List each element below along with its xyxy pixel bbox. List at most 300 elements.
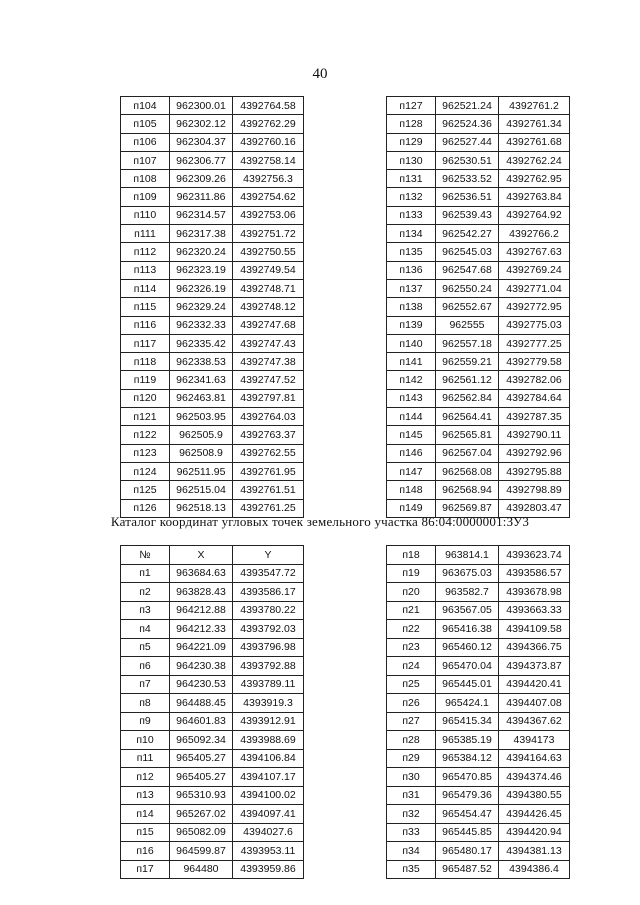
point-id-cell: п4 bbox=[121, 620, 170, 639]
point-id-cell: п134 bbox=[387, 225, 436, 243]
point-id-cell: п123 bbox=[121, 444, 170, 462]
point-id-cell: п27 bbox=[387, 712, 436, 731]
point-id-cell: п19 bbox=[387, 564, 436, 583]
table-row bbox=[387, 408, 570, 426]
x-coordinate-cell: 962329.24 bbox=[170, 298, 233, 316]
x-coordinate-cell: 965470.04 bbox=[436, 657, 499, 676]
table-row bbox=[387, 462, 570, 480]
point-id-cell: п12 bbox=[121, 768, 170, 787]
header-x: X bbox=[170, 546, 233, 565]
point-id-cell: п23 bbox=[387, 638, 436, 657]
x-coordinate-cell: 962562.84 bbox=[436, 389, 499, 407]
y-coordinate-cell: 4394367.62 bbox=[499, 712, 570, 731]
x-coordinate-cell: 962561.12 bbox=[436, 371, 499, 389]
x-coordinate-cell: 962557.18 bbox=[436, 334, 499, 352]
point-id-cell: п14 bbox=[121, 805, 170, 824]
table-row bbox=[387, 638, 570, 657]
y-coordinate-cell: 4393780.22 bbox=[233, 601, 304, 620]
table-row bbox=[121, 298, 304, 316]
y-coordinate-cell: 4392749.54 bbox=[233, 261, 304, 279]
point-id-cell: п31 bbox=[387, 786, 436, 805]
point-id-cell: п5 bbox=[121, 638, 170, 657]
x-coordinate-cell: 965082.09 bbox=[170, 823, 233, 842]
table-row bbox=[387, 170, 570, 188]
point-id-cell: п7 bbox=[121, 675, 170, 694]
x-coordinate-cell: 964221.09 bbox=[170, 638, 233, 657]
point-id-cell: п144 bbox=[387, 408, 436, 426]
point-id-cell: п130 bbox=[387, 151, 436, 169]
y-coordinate-cell: 4392747.68 bbox=[233, 316, 304, 334]
table-row bbox=[121, 823, 304, 842]
y-coordinate-cell: 4394027.6 bbox=[233, 823, 304, 842]
point-id-cell: п114 bbox=[121, 279, 170, 297]
table-row bbox=[121, 316, 304, 334]
point-id-cell: п133 bbox=[387, 206, 436, 224]
table-row bbox=[387, 805, 570, 824]
table-row bbox=[121, 188, 304, 206]
y-coordinate-cell: 4392761.68 bbox=[499, 133, 570, 151]
table-row bbox=[387, 279, 570, 297]
y-coordinate-cell: 4393678.98 bbox=[499, 583, 570, 602]
y-coordinate-cell: 4394100.02 bbox=[233, 786, 304, 805]
table-row bbox=[121, 444, 304, 462]
x-coordinate-cell: 964599.87 bbox=[170, 842, 233, 861]
table-row bbox=[387, 546, 570, 565]
y-coordinate-cell: 4392748.71 bbox=[233, 279, 304, 297]
point-id-cell: п136 bbox=[387, 261, 436, 279]
y-coordinate-cell: 4394386.4 bbox=[499, 860, 570, 879]
point-id-cell: п33 bbox=[387, 823, 436, 842]
x-coordinate-cell: 962508.9 bbox=[170, 444, 233, 462]
y-coordinate-cell: 4392784.64 bbox=[499, 389, 570, 407]
table-row bbox=[121, 564, 304, 583]
point-id-cell: п139 bbox=[387, 316, 436, 334]
y-coordinate-cell: 4394381.13 bbox=[499, 842, 570, 861]
coordinates-table-1 bbox=[120, 96, 304, 518]
x-coordinate-cell: 964488.45 bbox=[170, 694, 233, 713]
y-coordinate-cell: 4394420.41 bbox=[499, 675, 570, 694]
x-coordinate-cell: 965424.1 bbox=[436, 694, 499, 713]
table-row bbox=[387, 823, 570, 842]
table-row bbox=[121, 675, 304, 694]
y-coordinate-cell: 4393547.72 bbox=[233, 564, 304, 583]
x-coordinate-cell: 962338.53 bbox=[170, 353, 233, 371]
x-coordinate-cell: 962515.04 bbox=[170, 481, 233, 499]
x-coordinate-cell: 962539.43 bbox=[436, 206, 499, 224]
x-coordinate-cell: 963828.43 bbox=[170, 583, 233, 602]
x-coordinate-cell: 962559.21 bbox=[436, 353, 499, 371]
y-coordinate-cell: 4392748.12 bbox=[233, 298, 304, 316]
point-id-cell: п109 bbox=[121, 188, 170, 206]
table-row bbox=[387, 133, 570, 151]
x-coordinate-cell: 965384.12 bbox=[436, 749, 499, 768]
x-coordinate-cell: 962524.36 bbox=[436, 115, 499, 133]
x-coordinate-cell: 962552.67 bbox=[436, 298, 499, 316]
y-coordinate-cell: 4394380.55 bbox=[499, 786, 570, 805]
table-row bbox=[387, 188, 570, 206]
header-number: № bbox=[121, 546, 170, 565]
point-id-cell: п119 bbox=[121, 371, 170, 389]
point-id-cell: п3 bbox=[121, 601, 170, 620]
table-row bbox=[121, 768, 304, 787]
y-coordinate-cell: 4393953.11 bbox=[233, 842, 304, 861]
table-row bbox=[121, 261, 304, 279]
table-row bbox=[387, 768, 570, 787]
x-coordinate-cell: 962547.68 bbox=[436, 261, 499, 279]
table-row bbox=[387, 481, 570, 499]
x-coordinate-cell: 962335.42 bbox=[170, 334, 233, 352]
x-coordinate-cell: 964212.33 bbox=[170, 620, 233, 639]
x-coordinate-cell: 965487.52 bbox=[436, 860, 499, 879]
y-coordinate-cell: 4392771.04 bbox=[499, 279, 570, 297]
x-coordinate-cell: 962304.37 bbox=[170, 133, 233, 151]
header-y: Y bbox=[233, 546, 304, 565]
y-coordinate-cell: 4394366.75 bbox=[499, 638, 570, 657]
point-id-cell: п16 bbox=[121, 842, 170, 861]
x-coordinate-cell: 962518.13 bbox=[170, 499, 233, 517]
y-coordinate-cell: 4393663.33 bbox=[499, 601, 570, 620]
point-id-cell: п147 bbox=[387, 462, 436, 480]
point-id-cell: п127 bbox=[387, 97, 436, 115]
table-row bbox=[387, 151, 570, 169]
x-coordinate-cell: 962306.77 bbox=[170, 151, 233, 169]
point-id-cell: п26 bbox=[387, 694, 436, 713]
point-id-cell: п110 bbox=[121, 206, 170, 224]
y-coordinate-cell: 4394109.58 bbox=[499, 620, 570, 639]
x-coordinate-cell: 962564.41 bbox=[436, 408, 499, 426]
x-coordinate-cell: 962565.81 bbox=[436, 426, 499, 444]
table-row bbox=[387, 583, 570, 602]
x-coordinate-cell: 965460.12 bbox=[436, 638, 499, 657]
point-id-cell: п6 bbox=[121, 657, 170, 676]
table-row bbox=[121, 860, 304, 879]
y-coordinate-cell: 4392747.52 bbox=[233, 371, 304, 389]
table-row bbox=[387, 243, 570, 261]
y-coordinate-cell: 4392762.24 bbox=[499, 151, 570, 169]
table-row bbox=[121, 749, 304, 768]
y-coordinate-cell: 4392762.95 bbox=[499, 170, 570, 188]
y-coordinate-cell: 4393912.91 bbox=[233, 712, 304, 731]
table-row bbox=[387, 842, 570, 861]
x-coordinate-cell: 962521.24 bbox=[436, 97, 499, 115]
point-id-cell: п122 bbox=[121, 426, 170, 444]
point-id-cell: п104 bbox=[121, 97, 170, 115]
x-coordinate-cell: 962332.33 bbox=[170, 316, 233, 334]
table-row bbox=[121, 151, 304, 169]
x-coordinate-cell: 962302.12 bbox=[170, 115, 233, 133]
table-row bbox=[387, 371, 570, 389]
point-id-cell: п140 bbox=[387, 334, 436, 352]
x-coordinate-cell: 964230.38 bbox=[170, 657, 233, 676]
table-row bbox=[121, 115, 304, 133]
point-id-cell: п28 bbox=[387, 731, 436, 750]
table-row bbox=[387, 620, 570, 639]
point-id-cell: п126 bbox=[121, 499, 170, 517]
table-row bbox=[387, 749, 570, 768]
x-coordinate-cell: 962542.27 bbox=[436, 225, 499, 243]
x-coordinate-cell: 962503.95 bbox=[170, 408, 233, 426]
y-coordinate-cell: 4392761.25 bbox=[233, 499, 304, 517]
table-row bbox=[121, 206, 304, 224]
y-coordinate-cell: 4392750.55 bbox=[233, 243, 304, 261]
point-id-cell: п107 bbox=[121, 151, 170, 169]
y-coordinate-cell: 4392777.25 bbox=[499, 334, 570, 352]
table-row bbox=[121, 731, 304, 750]
point-id-cell: п131 bbox=[387, 170, 436, 188]
table-row bbox=[387, 97, 570, 115]
point-id-cell: п24 bbox=[387, 657, 436, 676]
y-coordinate-cell: 4392792.96 bbox=[499, 444, 570, 462]
y-coordinate-cell: 4392758.14 bbox=[233, 151, 304, 169]
x-coordinate-cell: 962530.51 bbox=[436, 151, 499, 169]
table-row bbox=[121, 712, 304, 731]
y-coordinate-cell: 4394420.94 bbox=[499, 823, 570, 842]
x-coordinate-cell: 962314.57 bbox=[170, 206, 233, 224]
x-coordinate-cell: 962567.04 bbox=[436, 444, 499, 462]
point-id-cell: п124 bbox=[121, 462, 170, 480]
table-row bbox=[121, 657, 304, 676]
y-coordinate-cell: 4393988.69 bbox=[233, 731, 304, 750]
coordinates-table-2 bbox=[386, 96, 570, 518]
point-id-cell: п29 bbox=[387, 749, 436, 768]
y-coordinate-cell: 4392754.62 bbox=[233, 188, 304, 206]
x-coordinate-cell: 965416.38 bbox=[436, 620, 499, 639]
point-id-cell: п15 bbox=[121, 823, 170, 842]
point-id-cell: п21 bbox=[387, 601, 436, 620]
point-id-cell: п129 bbox=[387, 133, 436, 151]
table-row bbox=[387, 261, 570, 279]
point-id-cell: п105 bbox=[121, 115, 170, 133]
y-coordinate-cell: 4392782.06 bbox=[499, 371, 570, 389]
table-row bbox=[387, 316, 570, 334]
point-id-cell: п108 bbox=[121, 170, 170, 188]
x-coordinate-cell: 962300.01 bbox=[170, 97, 233, 115]
x-coordinate-cell: 965405.27 bbox=[170, 749, 233, 768]
table-row bbox=[121, 389, 304, 407]
x-coordinate-cell: 962555 bbox=[436, 316, 499, 334]
point-id-cell: п18 bbox=[387, 546, 436, 565]
x-coordinate-cell: 965445.85 bbox=[436, 823, 499, 842]
x-coordinate-cell: 965092.34 bbox=[170, 731, 233, 750]
table-row bbox=[121, 408, 304, 426]
y-coordinate-cell: 4392775.03 bbox=[499, 316, 570, 334]
point-id-cell: п35 bbox=[387, 860, 436, 879]
x-coordinate-cell: 962568.08 bbox=[436, 462, 499, 480]
table-row bbox=[121, 601, 304, 620]
y-coordinate-cell: 4393919.3 bbox=[233, 694, 304, 713]
table-row bbox=[387, 860, 570, 879]
y-coordinate-cell: 4392762.55 bbox=[233, 444, 304, 462]
x-coordinate-cell: 965415.34 bbox=[436, 712, 499, 731]
y-coordinate-cell: 4392761.34 bbox=[499, 115, 570, 133]
y-coordinate-cell: 4392772.95 bbox=[499, 298, 570, 316]
y-coordinate-cell: 4394373.87 bbox=[499, 657, 570, 676]
x-coordinate-cell: 962341.63 bbox=[170, 371, 233, 389]
x-coordinate-cell: 962311.86 bbox=[170, 188, 233, 206]
x-coordinate-cell: 962326.19 bbox=[170, 279, 233, 297]
table-row bbox=[387, 694, 570, 713]
point-id-cell: п120 bbox=[121, 389, 170, 407]
point-id-cell: п132 bbox=[387, 188, 436, 206]
y-coordinate-cell: 4392751.72 bbox=[233, 225, 304, 243]
y-coordinate-cell: 4392764.03 bbox=[233, 408, 304, 426]
y-coordinate-cell: 4392787.35 bbox=[499, 408, 570, 426]
x-coordinate-cell: 962533.52 bbox=[436, 170, 499, 188]
point-id-cell: п141 bbox=[387, 353, 436, 371]
point-id-cell: п145 bbox=[387, 426, 436, 444]
y-coordinate-cell: 4392803.47 bbox=[499, 499, 570, 517]
x-coordinate-cell: 962536.51 bbox=[436, 188, 499, 206]
x-coordinate-cell: 964230.53 bbox=[170, 675, 233, 694]
x-coordinate-cell: 962323.19 bbox=[170, 261, 233, 279]
page-number: 40 bbox=[312, 66, 328, 82]
y-coordinate-cell: 4393789.11 bbox=[233, 675, 304, 694]
x-coordinate-cell: 964212.88 bbox=[170, 601, 233, 620]
table-row bbox=[387, 353, 570, 371]
y-coordinate-cell: 4392760.16 bbox=[233, 133, 304, 151]
point-id-cell: п125 bbox=[121, 481, 170, 499]
y-coordinate-cell: 4392766.2 bbox=[499, 225, 570, 243]
x-coordinate-cell: 962568.94 bbox=[436, 481, 499, 499]
x-coordinate-cell: 965405.27 bbox=[170, 768, 233, 787]
y-coordinate-cell: 4392747.43 bbox=[233, 334, 304, 352]
x-coordinate-cell: 964480 bbox=[170, 860, 233, 879]
y-coordinate-cell: 4393796.98 bbox=[233, 638, 304, 657]
y-coordinate-cell: 4392767.63 bbox=[499, 243, 570, 261]
table-row bbox=[387, 712, 570, 731]
y-coordinate-cell: 4392779.58 bbox=[499, 353, 570, 371]
point-id-cell: п9 bbox=[121, 712, 170, 731]
table-row bbox=[121, 426, 304, 444]
x-coordinate-cell: 965385.19 bbox=[436, 731, 499, 750]
table-row bbox=[121, 170, 304, 188]
table-row bbox=[121, 334, 304, 352]
point-id-cell: п111 bbox=[121, 225, 170, 243]
table-row bbox=[387, 444, 570, 462]
point-id-cell: п137 bbox=[387, 279, 436, 297]
y-coordinate-cell: 4392764.58 bbox=[233, 97, 304, 115]
point-id-cell: п17 bbox=[121, 860, 170, 879]
point-id-cell: п25 bbox=[387, 675, 436, 694]
x-coordinate-cell: 965267.02 bbox=[170, 805, 233, 824]
point-id-cell: п112 bbox=[121, 243, 170, 261]
table-row bbox=[387, 206, 570, 224]
table-row bbox=[387, 298, 570, 316]
table-row bbox=[387, 115, 570, 133]
table-row bbox=[387, 334, 570, 352]
x-coordinate-cell: 963582.7 bbox=[436, 583, 499, 602]
table-row bbox=[121, 353, 304, 371]
point-id-cell: п135 bbox=[387, 243, 436, 261]
y-coordinate-cell: 4393586.57 bbox=[499, 564, 570, 583]
table-row bbox=[121, 786, 304, 805]
coordinates-table-4 bbox=[386, 545, 570, 879]
table-row bbox=[121, 638, 304, 657]
table-row bbox=[121, 133, 304, 151]
x-coordinate-cell: 965454.47 bbox=[436, 805, 499, 824]
table-row bbox=[121, 462, 304, 480]
y-coordinate-cell: 4392747.38 bbox=[233, 353, 304, 371]
table-row bbox=[121, 694, 304, 713]
y-coordinate-cell: 4393586.17 bbox=[233, 583, 304, 602]
y-coordinate-cell: 4394097.41 bbox=[233, 805, 304, 824]
table-row bbox=[387, 389, 570, 407]
x-coordinate-cell: 962545.03 bbox=[436, 243, 499, 261]
x-coordinate-cell: 965445.01 bbox=[436, 675, 499, 694]
x-coordinate-cell: 964601.83 bbox=[170, 712, 233, 731]
table-row bbox=[121, 97, 304, 115]
y-coordinate-cell: 4392761.2 bbox=[499, 97, 570, 115]
x-coordinate-cell: 962511.95 bbox=[170, 462, 233, 480]
x-coordinate-cell: 962569.87 bbox=[436, 499, 499, 517]
point-id-cell: п138 bbox=[387, 298, 436, 316]
table-row bbox=[387, 675, 570, 694]
table-row bbox=[387, 601, 570, 620]
table-row bbox=[387, 786, 570, 805]
point-id-cell: п117 bbox=[121, 334, 170, 352]
y-coordinate-cell: 4393792.03 bbox=[233, 620, 304, 639]
y-coordinate-cell: 4393792.88 bbox=[233, 657, 304, 676]
y-coordinate-cell: 4394107.17 bbox=[233, 768, 304, 787]
x-coordinate-cell: 962317.38 bbox=[170, 225, 233, 243]
table-row bbox=[387, 657, 570, 676]
table-row bbox=[121, 243, 304, 261]
point-id-cell: п143 bbox=[387, 389, 436, 407]
point-id-cell: п34 bbox=[387, 842, 436, 861]
y-coordinate-cell: 4392764.92 bbox=[499, 206, 570, 224]
y-coordinate-cell: 4394407.08 bbox=[499, 694, 570, 713]
y-coordinate-cell: 4393959.86 bbox=[233, 860, 304, 879]
x-coordinate-cell: 962527.44 bbox=[436, 133, 499, 151]
table-row bbox=[387, 564, 570, 583]
table-header-row bbox=[121, 546, 304, 565]
table-row bbox=[121, 620, 304, 639]
x-coordinate-cell: 962550.24 bbox=[436, 279, 499, 297]
point-id-cell: п2 bbox=[121, 583, 170, 602]
table-row bbox=[121, 583, 304, 602]
point-id-cell: п113 bbox=[121, 261, 170, 279]
point-id-cell: п106 bbox=[121, 133, 170, 151]
y-coordinate-cell: 4394164.63 bbox=[499, 749, 570, 768]
y-coordinate-cell: 4392761.51 bbox=[233, 481, 304, 499]
y-coordinate-cell: 4392756.3 bbox=[233, 170, 304, 188]
x-coordinate-cell: 962505.9 bbox=[170, 426, 233, 444]
x-coordinate-cell: 963684.63 bbox=[170, 564, 233, 583]
point-id-cell: п149 bbox=[387, 499, 436, 517]
y-coordinate-cell: 4392761.95 bbox=[233, 462, 304, 480]
point-id-cell: п116 bbox=[121, 316, 170, 334]
point-id-cell: п11 bbox=[121, 749, 170, 768]
point-id-cell: п1 bbox=[121, 564, 170, 583]
y-coordinate-cell: 4392790.11 bbox=[499, 426, 570, 444]
table-row bbox=[121, 225, 304, 243]
point-id-cell: п121 bbox=[121, 408, 170, 426]
y-coordinate-cell: 4392797.81 bbox=[233, 389, 304, 407]
y-coordinate-cell: 4392769.24 bbox=[499, 261, 570, 279]
x-coordinate-cell: 962463.81 bbox=[170, 389, 233, 407]
point-id-cell: п22 bbox=[387, 620, 436, 639]
x-coordinate-cell: 963675.03 bbox=[436, 564, 499, 583]
x-coordinate-cell: 963814.1 bbox=[436, 546, 499, 565]
point-id-cell: п118 bbox=[121, 353, 170, 371]
point-id-cell: п32 bbox=[387, 805, 436, 824]
point-id-cell: п148 bbox=[387, 481, 436, 499]
point-id-cell: п13 bbox=[121, 786, 170, 805]
table-row bbox=[121, 805, 304, 824]
y-coordinate-cell: 4392753.06 bbox=[233, 206, 304, 224]
y-coordinate-cell: 4392795.88 bbox=[499, 462, 570, 480]
x-coordinate-cell: 965480.17 bbox=[436, 842, 499, 861]
